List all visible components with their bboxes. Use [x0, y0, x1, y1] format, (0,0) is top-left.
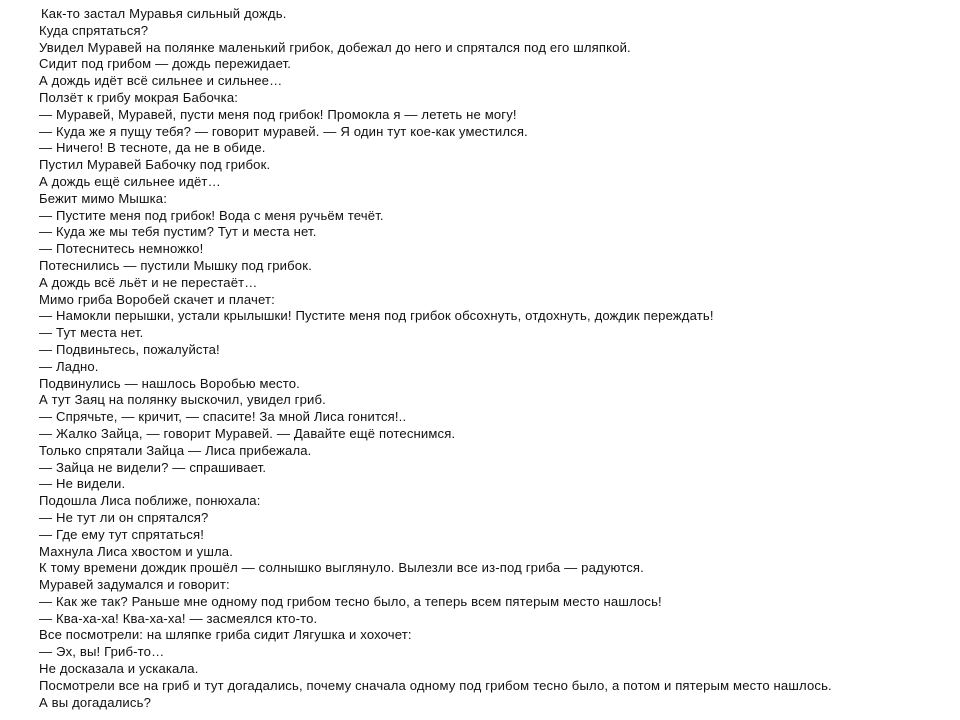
text-line: — Потеснитесь немножко!	[39, 241, 204, 257]
text-line: Только спрятали Зайца — Лиса прибежала.	[39, 442, 312, 458]
text-line: — Ничего! В тесноте, да не в обиде.	[39, 140, 266, 156]
text-line: Подвинулись — нашлось Воробью место.	[39, 375, 300, 391]
text-line: — Жалко Зайца, — говорит Муравей. — Давайте ещё потеснимся.	[39, 425, 456, 441]
text-line: Ползёт к грибу мокрая Бабочка:	[39, 89, 239, 105]
text-line: — Спрячьте, — кричит, — спасите! За мной Лиса гонится!..	[39, 409, 407, 425]
text-line: — Муравей, Муравей, пусти меня под грибок! Промокла я — лететь не могу!	[39, 106, 517, 122]
text-line: Все посмотрели: на шляпке гриба сидит Лягушка и хохочет:	[39, 627, 412, 643]
text-line: — Намокли перышки, устали крылышки! Пустите меня под грибок обсохнуть, отдохнуть, дождик переждать!	[39, 308, 714, 324]
text-line: — Зайца не видели? — спрашивает.	[39, 459, 267, 475]
text-line: А тут Заяц на полянку выскочил, увидел гриб.	[39, 392, 326, 408]
text-line: А вы догадались?	[39, 694, 151, 710]
text-line: Куда спрятаться?	[39, 22, 149, 38]
text-line: — Ладно.	[39, 358, 99, 374]
text-line: — Куда же я пущу тебя? — говорит муравей. — Я один тут кое-как уместился.	[39, 123, 528, 139]
text-line: — Ква-ха-ха! Ква-ха-ха! — засмеялся кто-то.	[39, 610, 318, 626]
text-line: — Куда же мы тебя пустим? Тут и места нет.	[39, 224, 317, 240]
text-line: А дождь идёт всё сильнее и сильнее…	[39, 73, 283, 89]
text-line: — Как же так? Раньше мне одному под грибом тесно было, а теперь всем пятерым место нашлось!	[39, 593, 662, 609]
text-line: А дождь всё льёт и не перестаёт…	[39, 274, 258, 290]
text-line: А дождь ещё сильнее идёт…	[39, 173, 221, 189]
text-line: — Не видели.	[39, 476, 126, 492]
text-line: Как-то застал Муравья сильный дождь.	[41, 6, 287, 21]
text-line: Подошла Лиса поближе, понюхала:	[39, 493, 261, 509]
text-line: Мимо гриба Воробей скачет и плачет:	[39, 291, 275, 307]
text-line: Потеснились — пустили Мышку под грибок.	[39, 257, 312, 273]
text-line: — Не тут ли он спрятался?	[39, 509, 209, 525]
text-line: Бежит мимо Мышка:	[39, 190, 167, 206]
text-line: Увидел Муравей на полянке маленький грибок, добежал до него и спрятался под его шляпкой.	[39, 39, 631, 55]
text-line: — Где ему тут спрятаться!	[39, 526, 204, 542]
text-line: — Пустите меня под грибок! Вода с меня ручьём течёт.	[39, 207, 384, 223]
text-line: Посмотрели все на гриб и тут догадались, почему сначала одному под грибом тесно было, а потом и пятерым место нашлось.	[39, 677, 832, 693]
text-line: Муравей задумался и говорит:	[39, 577, 230, 593]
story-text	[39, 6, 939, 711]
text-line: К тому времени дождик прошёл — солнышко выглянуло. Вылезли все из-под гриба — радуются.	[39, 560, 644, 576]
text-line: — Подвиньтесь, пожалуйста!	[39, 341, 220, 357]
text-line: — Тут места нет.	[39, 325, 144, 341]
text-line: Махнула Лиса хвостом и ушла.	[39, 543, 234, 559]
text-line: Пустил Муравей Бабочку под грибок.	[39, 157, 271, 173]
text-line: Сидит под грибом — дождь пережидает.	[39, 56, 292, 72]
text-line: — Эх, вы! Гриб-то…	[39, 644, 165, 660]
text-line: Не досказала и ускакала.	[39, 661, 199, 677]
